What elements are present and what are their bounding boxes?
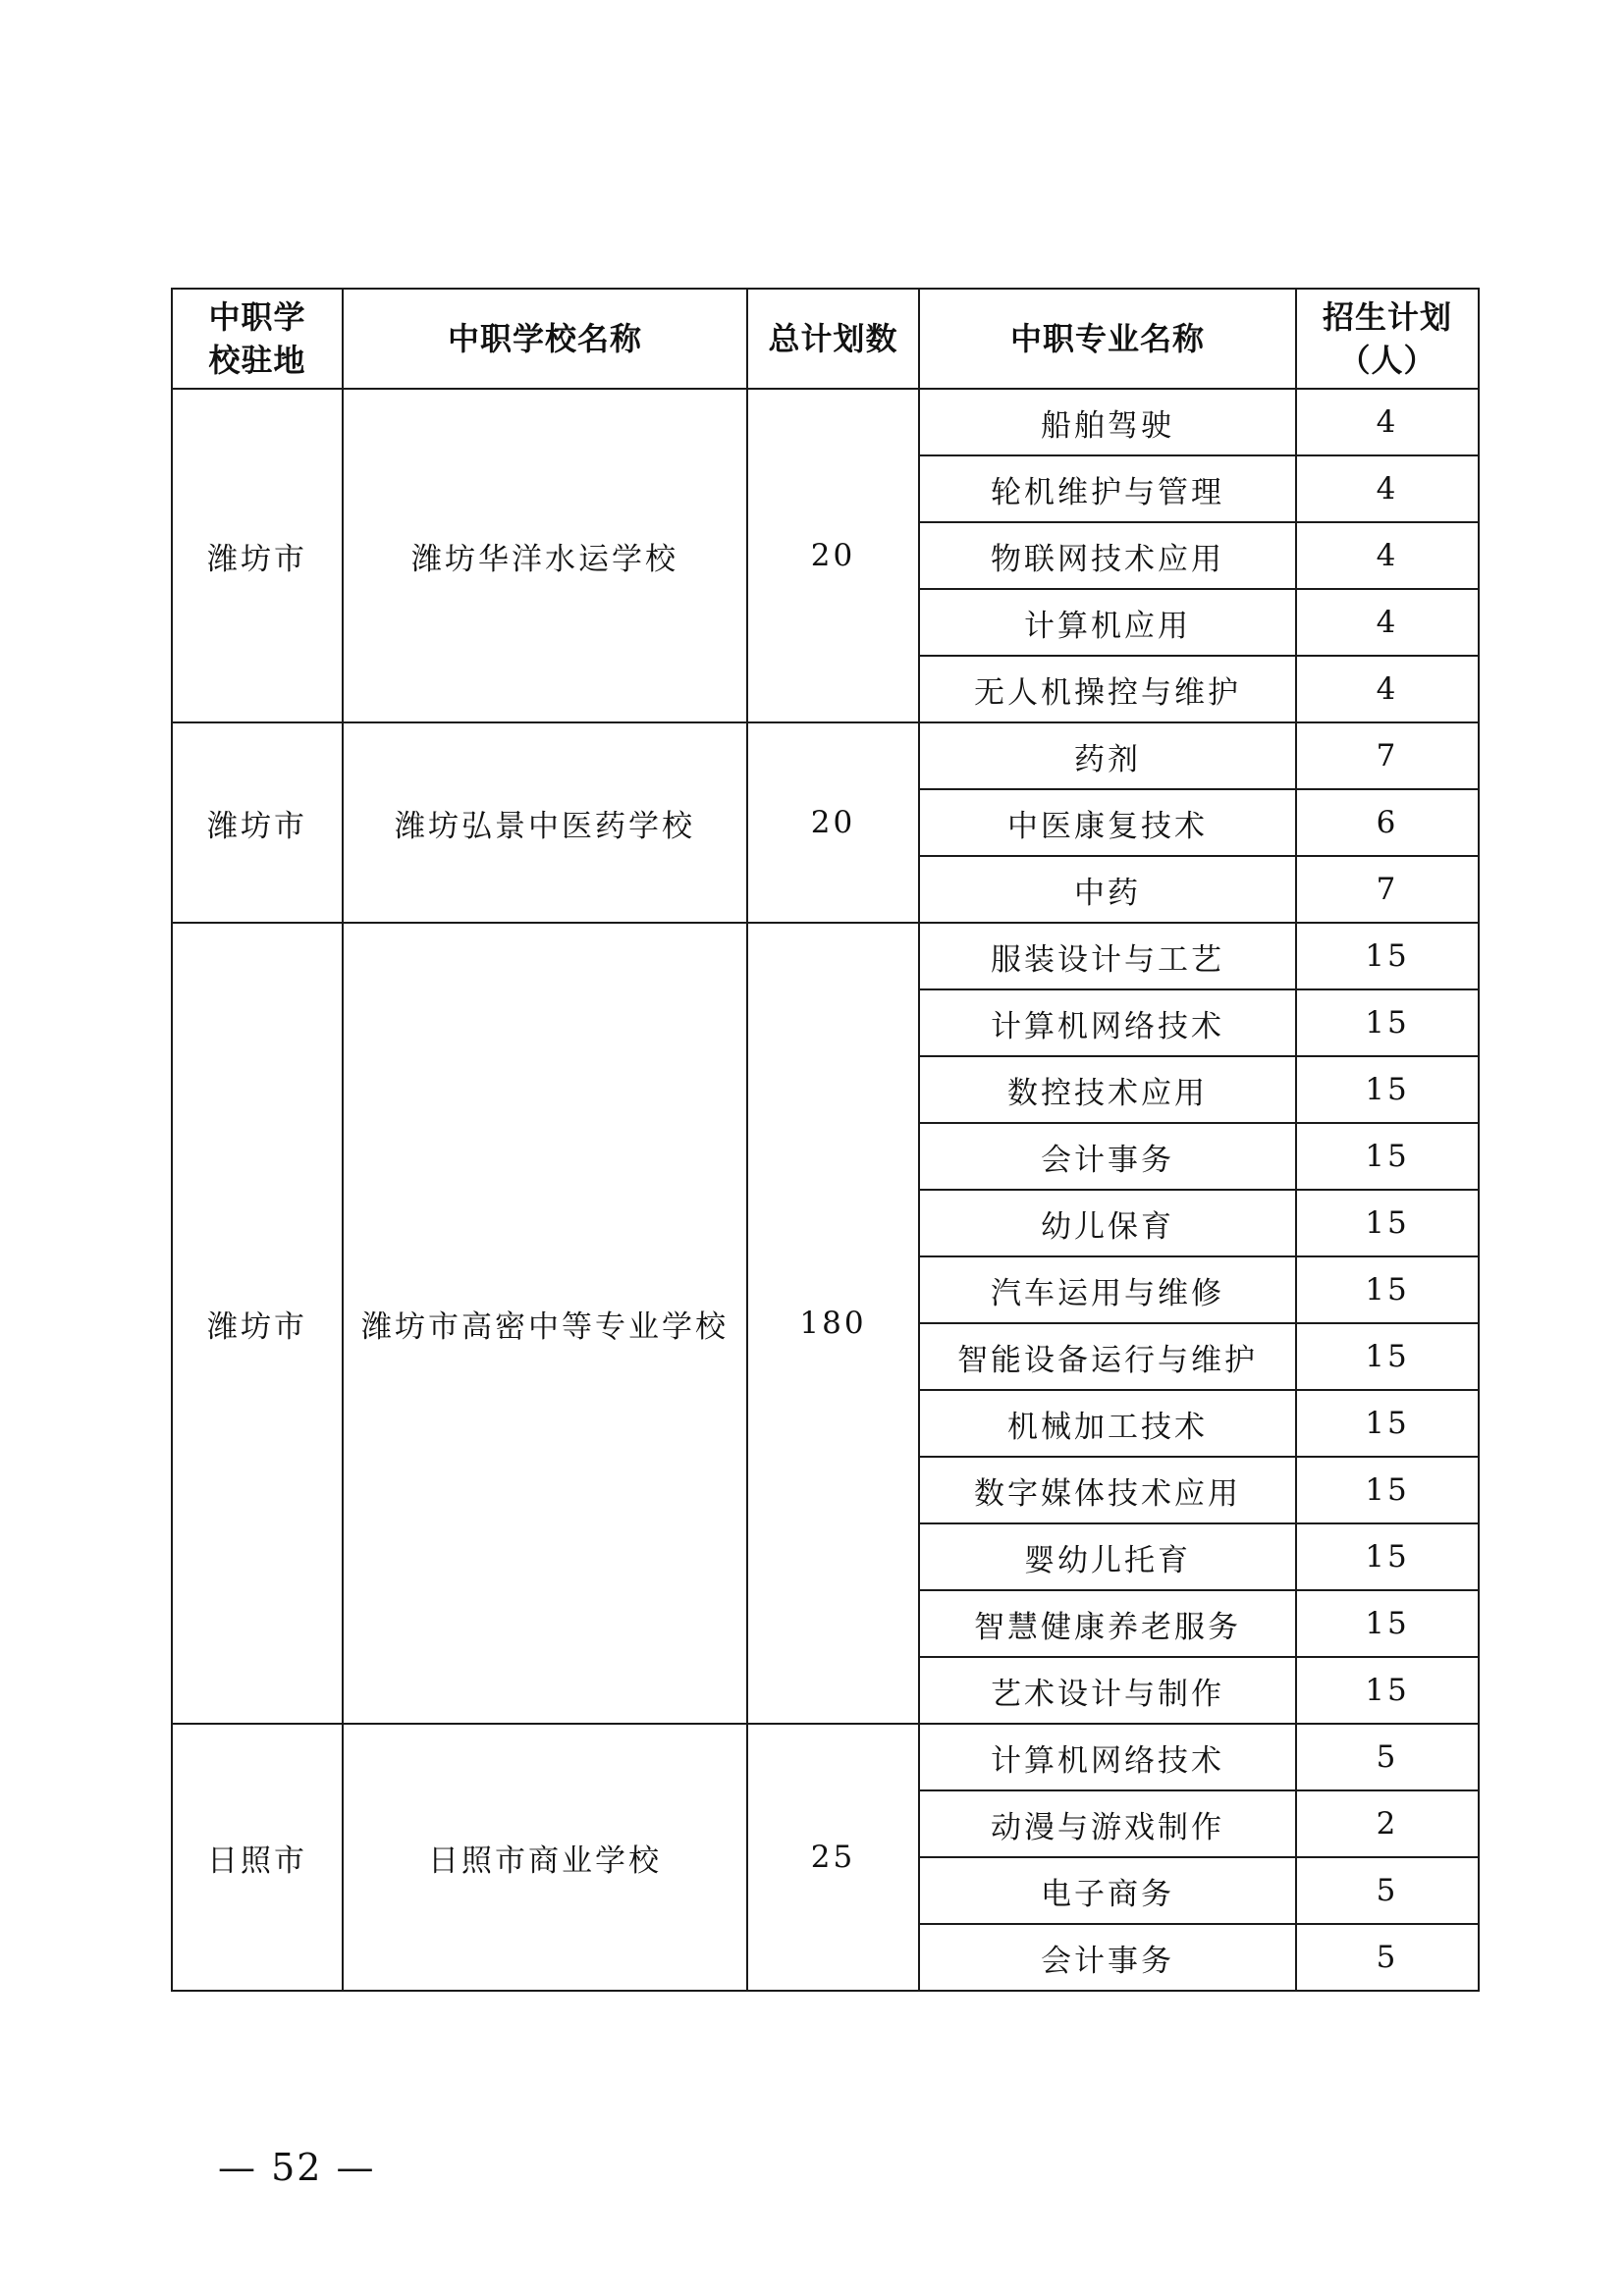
table-row	[172, 1724, 1479, 1790]
major-name-cell: 数字媒体技术应用	[919, 1457, 1296, 1523]
major-name-cell: 物联网技术应用	[919, 522, 1296, 589]
major-name-cell: 智能设备运行与维护	[919, 1323, 1296, 1390]
school-name-cell: 潍坊市高密中等专业学校	[343, 923, 747, 1724]
enrollment-plan-cell: 15	[1296, 1123, 1479, 1190]
major-name-cell: 药剂	[919, 722, 1296, 789]
enrollment-plan-cell: 15	[1296, 1523, 1479, 1590]
location-cell: 潍坊市	[172, 389, 343, 722]
header-school: 中职学校名称	[343, 289, 747, 389]
header-major: 中职专业名称	[919, 289, 1296, 389]
enrollment-plan-cell: 15	[1296, 923, 1479, 989]
page-number: — 52 —	[218, 2146, 376, 2189]
major-name-cell: 会计事务	[919, 1924, 1296, 1991]
total-plan-cell: 25	[747, 1724, 919, 1991]
enrollment-plan-cell: 15	[1296, 1323, 1479, 1390]
header-plan: 招生计划（人）	[1296, 289, 1479, 389]
enrollment-plan-cell: 15	[1296, 1590, 1479, 1657]
major-name-cell: 中医康复技术	[919, 789, 1296, 856]
enrollment-plan-cell: 4	[1296, 455, 1479, 522]
enrollment-plan-cell: 15	[1296, 1056, 1479, 1123]
enrollment-plan-table	[171, 288, 1480, 1992]
enrollment-plan-cell: 15	[1296, 1190, 1479, 1256]
enrollment-plan-cell: 15	[1296, 1390, 1479, 1457]
school-name-cell: 潍坊弘景中医药学校	[343, 722, 747, 923]
location-cell: 潍坊市	[172, 722, 343, 923]
enrollment-plan-cell: 4	[1296, 589, 1479, 656]
major-name-cell: 机械加工技术	[919, 1390, 1296, 1457]
major-name-cell: 汽车运用与维修	[919, 1256, 1296, 1323]
enrollment-plan-cell: 15	[1296, 1457, 1479, 1523]
enrollment-plan-cell: 5	[1296, 1724, 1479, 1790]
major-name-cell: 数控技术应用	[919, 1056, 1296, 1123]
enrollment-plan-cell: 5	[1296, 1857, 1479, 1924]
major-name-cell: 智慧健康养老服务	[919, 1590, 1296, 1657]
major-name-cell: 幼儿保育	[919, 1190, 1296, 1256]
major-name-cell: 艺术设计与制作	[919, 1657, 1296, 1724]
enrollment-plan-cell: 4	[1296, 656, 1479, 722]
major-name-cell: 无人机操控与维护	[919, 656, 1296, 722]
major-name-cell: 计算机应用	[919, 589, 1296, 656]
major-name-cell: 中药	[919, 856, 1296, 923]
major-name-cell: 电子商务	[919, 1857, 1296, 1924]
total-plan-cell: 20	[747, 722, 919, 923]
table-body	[172, 389, 1479, 1991]
enrollment-plan-cell: 15	[1296, 1256, 1479, 1323]
major-name-cell: 计算机网络技术	[919, 1724, 1296, 1790]
enrollment-plan-cell: 6	[1296, 789, 1479, 856]
location-cell: 日照市	[172, 1724, 343, 1991]
major-name-cell: 计算机网络技术	[919, 989, 1296, 1056]
enrollment-plan-cell: 7	[1296, 856, 1479, 923]
table-row	[172, 923, 1479, 989]
enrollment-plan-cell: 5	[1296, 1924, 1479, 1991]
major-name-cell: 服装设计与工艺	[919, 923, 1296, 989]
enrollment-plan-cell: 4	[1296, 522, 1479, 589]
enrollment-plan-cell: 7	[1296, 722, 1479, 789]
major-name-cell: 会计事务	[919, 1123, 1296, 1190]
total-plan-cell: 180	[747, 923, 919, 1724]
table-row	[172, 722, 1479, 789]
table-header-row	[172, 289, 1479, 389]
major-name-cell: 婴幼儿托育	[919, 1523, 1296, 1590]
table-row	[172, 389, 1479, 455]
major-name-cell: 动漫与游戏制作	[919, 1790, 1296, 1857]
total-plan-cell: 20	[747, 389, 919, 722]
header-total: 总计划数	[747, 289, 919, 389]
school-name-cell: 潍坊华洋水运学校	[343, 389, 747, 722]
header-location: 中职学校驻地	[172, 289, 343, 389]
enrollment-plan-cell: 15	[1296, 1657, 1479, 1724]
major-name-cell: 船舶驾驶	[919, 389, 1296, 455]
school-name-cell: 日照市商业学校	[343, 1724, 747, 1991]
enrollment-plan-cell: 2	[1296, 1790, 1479, 1857]
major-name-cell: 轮机维护与管理	[919, 455, 1296, 522]
location-cell: 潍坊市	[172, 923, 343, 1724]
enrollment-plan-cell: 15	[1296, 989, 1479, 1056]
enrollment-plan-cell: 4	[1296, 389, 1479, 455]
